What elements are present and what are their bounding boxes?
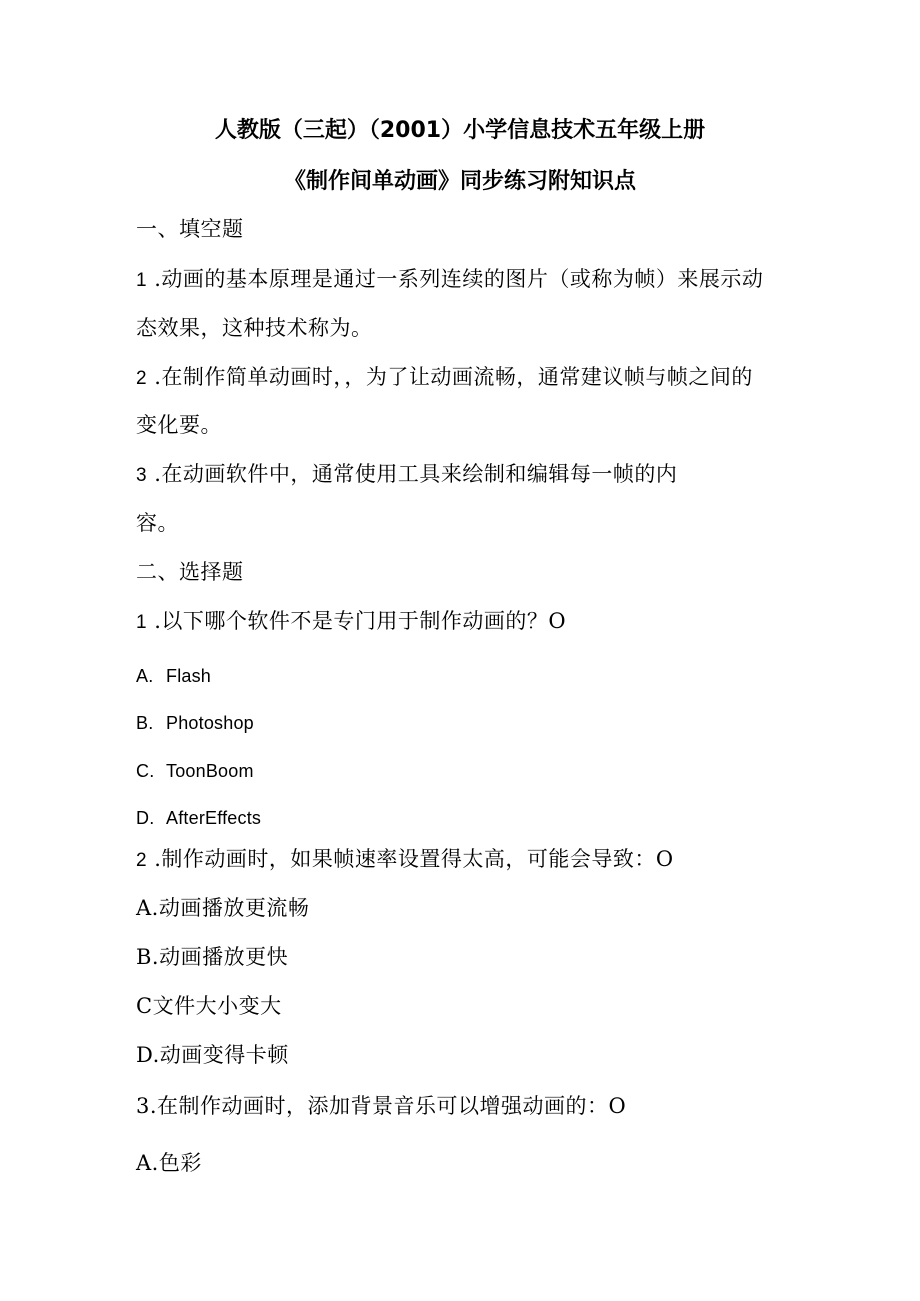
fill-question-1-line2: 态效果，这种技术称为。 (136, 316, 373, 340)
fill-question-2-line1 (136, 365, 753, 391)
section-heading-multiple-choice: 二、选择题 (136, 560, 244, 584)
question-text: .制作动画时，如果帧速率设置得太高，可能会导致：O (147, 847, 674, 871)
document-title-line2: 《制作间单动画》同步练习附知识点 (283, 169, 636, 194)
option-text: AfterEffects (166, 808, 262, 828)
question-number: 3 (136, 465, 148, 486)
choice-option-a (136, 664, 211, 688)
fill-question-3-line1 (136, 462, 677, 488)
option-text: Photoshop (166, 713, 254, 733)
question-number: 1 (136, 612, 148, 633)
choice-question-1 (136, 609, 566, 635)
fill-question-3-line2: 容。 (136, 511, 179, 535)
choice-option-b: B.动画播放更快 (136, 945, 289, 969)
option-letter: C. (136, 761, 155, 781)
choice-option-a: A.动画播放更流畅 (136, 896, 310, 920)
option-letter: D. (136, 808, 155, 828)
choice-question-2 (136, 847, 674, 873)
question-text: .在制作简单动画时，，为了让动画流畅，通常建议帧与帧之间的 (147, 365, 753, 389)
choice-question-3: 3.在制作动画时，添加背景音乐可以增强动画的：O (136, 1094, 627, 1118)
choice-option-c: C文件大小变大 (136, 994, 282, 1018)
fill-question-1-line1 (136, 267, 763, 293)
question-text: .在动画软件中，通常使用工具来绘制和编辑每一帧的内 (147, 462, 678, 486)
option-letter: A. (136, 666, 154, 686)
section-heading-fill-in: 一、填空题 (136, 217, 244, 241)
choice-option-c (136, 759, 254, 783)
option-letter: B. (136, 713, 154, 733)
question-number: 1 (136, 270, 148, 291)
choice-option-b (136, 711, 254, 735)
fill-question-2-line2: 变化要。 (136, 413, 222, 437)
document-title-line1: 人教版（三起）（2001）小学信息技术五年级上册 (214, 118, 706, 143)
option-text: Flash (166, 666, 212, 686)
question-text: .动画的基本原理是通过一系列连续的图片（或称为帧）来展示动 (147, 267, 764, 291)
choice-option-d (136, 806, 261, 830)
question-number: 2 (136, 850, 148, 871)
question-text: .以下哪个软件不是专门用于制作动画的？O (147, 609, 567, 633)
option-text: ToonBoom (166, 761, 254, 781)
choice-option-a: A.色彩 (136, 1151, 202, 1175)
choice-option-d: D.动画变得卡顿 (136, 1043, 289, 1067)
question-number: 2 (136, 368, 148, 389)
